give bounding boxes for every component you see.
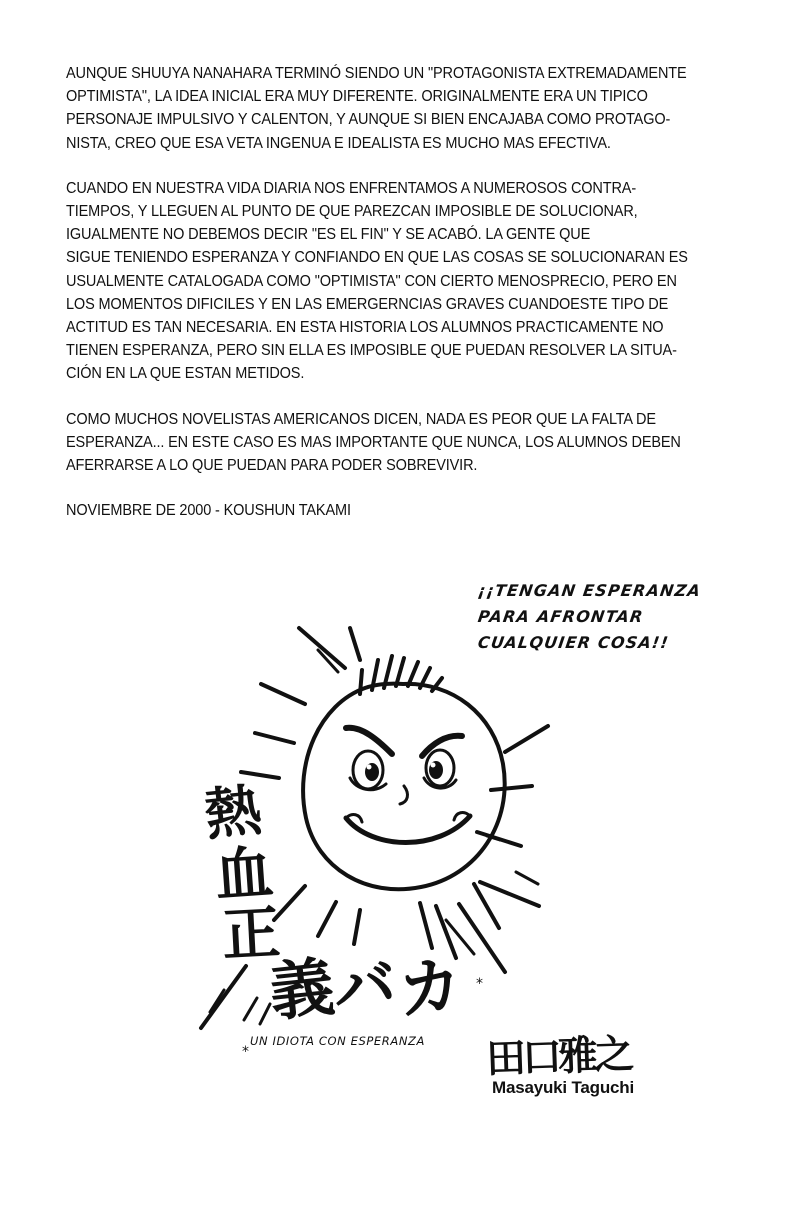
afterword-paragraph-1 [66, 62, 708, 155]
right-eyebrow [422, 736, 462, 756]
smile [346, 816, 470, 843]
sun-ray [480, 882, 539, 906]
translation-caption: UN IDIOTA CON ESPERANZA [250, 1034, 425, 1048]
sun-ray [459, 904, 505, 972]
sun-ray [241, 772, 279, 778]
text-line: TIEMPOS, Y LLEGUEN AL PUNTO DE QUE PAREZCAN IMPOSIBLE DE SOLUCIONAR, [66, 203, 638, 221]
text-line: AFERRARSE A LO QUE PUEDAN PARA PODER SOBREVIVIR. [66, 457, 478, 475]
sun-ray [299, 628, 345, 668]
sun-ray [350, 628, 360, 660]
text-line: PERSONAJE IMPULSIVO Y CALENTON, Y AUNQUE SI BIEN ENCAJABA COMO PROTAGO- [66, 111, 671, 129]
nose [400, 786, 407, 804]
sun-ray [516, 872, 538, 884]
spiky-hair [360, 656, 442, 694]
text-line: IGUALMENTE NO DEBEMOS DECIR "ES EL FIN" Y SE ACABÓ. LA GENTE QUE [66, 226, 591, 244]
text-line: OPTIMISTA", LA IDEA INICIAL ERA MUY DIFERENTE. ORIGINALMENTE ERA UN TIPICO [66, 88, 648, 106]
artist-signature-calligraphy [485, 1030, 634, 1082]
text-line: CUANDO EN NUESTRA VIDA DIARIA NOS ENFRENTAMOS A NUMEROSOS CONTRA- [66, 179, 637, 197]
afterword-signature: NOVIEMBRE DE 2000 - KOUSHUN TAKAMI [66, 502, 351, 520]
slogan-line: ¡¡TENGAN ESPERANZA [476, 581, 703, 600]
sun-ray [491, 786, 532, 790]
text-line: USUALMENTE CATALOGADA COMO "OPTIMISTA" CON CIERTO MENOSPRECIO, PERO EN [66, 272, 677, 290]
afterword-paragraph-3 [66, 408, 708, 478]
sun-ray [261, 684, 305, 704]
sun-ray [255, 733, 294, 743]
text-line: COMO MUCHOS NOVELISTAS AMERICANOS DICEN, NADA ES PEOR QUE LA FALTA DE [66, 410, 656, 428]
svg-text:田口雅之: 田口雅之 [485, 1030, 631, 1083]
sun-ray [420, 903, 432, 948]
slogan [478, 578, 701, 656]
footnote-asterisk: * [242, 1044, 249, 1060]
sun-ray [201, 966, 246, 1028]
footnote-asterisk: * [476, 976, 483, 992]
text-line: ESPERANZA... EN ESTE CASO ES MAS IMPORTANTE QUE NUNCA, LOS ALUMNOS DEBEN [66, 433, 681, 451]
slogan-line: PARA AFRONTAR [476, 607, 645, 626]
afterword-text [66, 62, 708, 544]
text-line: CIÓN EN LA QUE ESTAN METIDOS. [66, 365, 305, 383]
sun-ray [474, 884, 499, 928]
slogan-line: CUALQUIER COSA!! [476, 633, 671, 652]
text-line: TIENEN ESPERANZA, PERO SIN ELLA ES IMPOSIBLE QUE PUEDAN RESOLVER LA SITUA- [66, 342, 677, 360]
sun-ray [354, 910, 360, 944]
text-line: ACTITUD ES TAN NECESARIA. EN ESTA HISTORIA LOS ALUMNOS PRACTICAMENTE NO [66, 319, 664, 337]
svg-text:血: 血 [212, 838, 276, 910]
svg-text:バ: バ [331, 947, 399, 1026]
svg-text:正: 正 [220, 898, 282, 970]
artist-name: Masayuki Taguchi [492, 1078, 634, 1097]
text-line: NISTA, CREO QUE ESA VETA INGENUA E IDEALISTA ES MUCHO MAS EFECTIVA. [66, 134, 611, 152]
sun-ray [318, 902, 336, 936]
afterword-paragraph-2 [66, 177, 708, 386]
svg-text:カ: カ [394, 948, 466, 1029]
text-line: SIGUE TENIENDO ESPERANZA Y CONFIANDO EN QUE LAS COSAS SE SOLUCIONARAN ES [66, 249, 688, 267]
text-line: LOS MOMENTOS DIFICILES Y EN LAS EMERGERNCIAS GRAVES CUANDOESTE TIPO DE [66, 295, 669, 313]
text-line: AUNQUE SHUUYA NANAHARA TERMINÓ SIENDO UN "PROTAGONISTA EXTREMADAMENTE [66, 65, 687, 82]
sun-ray [244, 998, 257, 1020]
svg-text:熱: 熱 [201, 777, 265, 849]
sun-ray [260, 1004, 270, 1024]
sun-ray [505, 726, 548, 752]
svg-text:義: 義 [266, 949, 338, 1031]
